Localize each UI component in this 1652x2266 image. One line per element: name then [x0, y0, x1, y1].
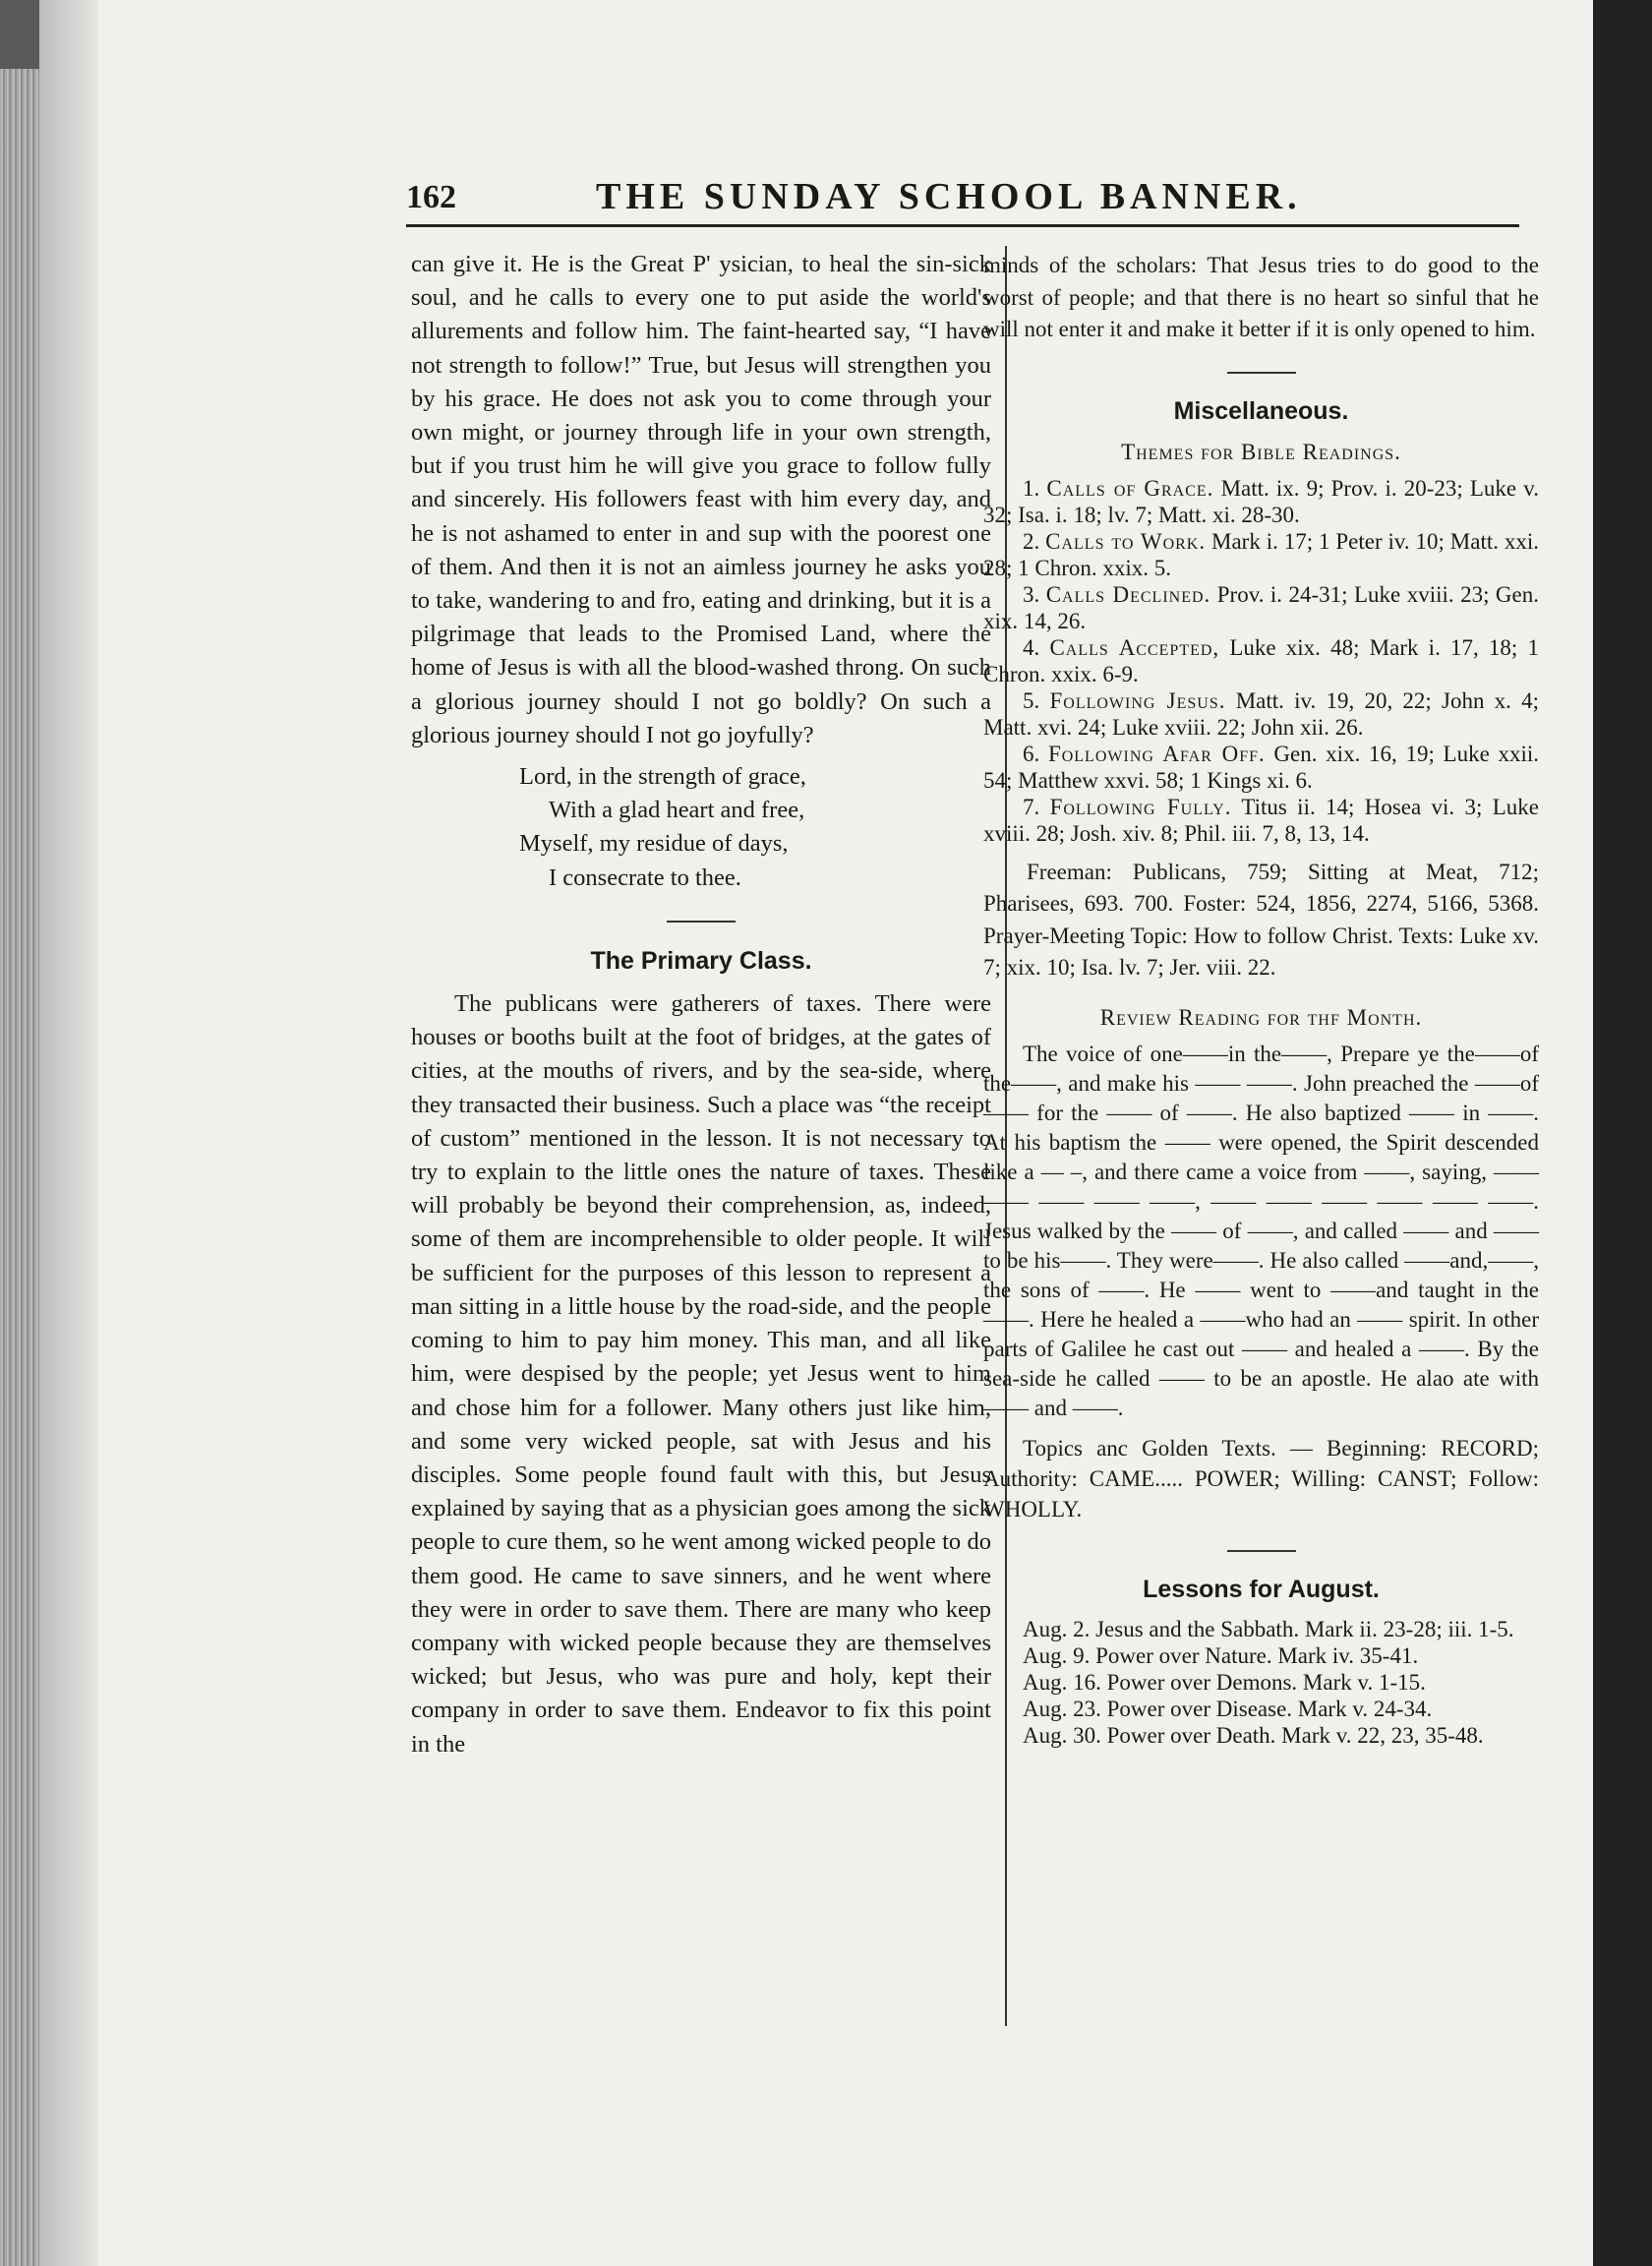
section-divider	[1227, 372, 1296, 374]
lesson-item: Aug. 23. Power over Disease. Mark v. 24-34.	[1023, 1696, 1433, 1721]
poem-line: Lord, in the strength of grace,	[519, 763, 806, 791]
page-header	[406, 173, 1519, 228]
theme-item: 1. Calls of Grace. Matt. ix. 9; Prov. i. 20-23; Luke v. 32; Isa. i. 18; lv. 7; Matt. xi. 28-30.	[983, 475, 1540, 527]
poem-line: I consecrate to thee.	[549, 864, 741, 891]
theme-item: 2. Calls to Work. Mark i. 17; 1 Peter iv. 10; Matt. xxi. 28; 1 Chron. xxix. 5.	[983, 528, 1540, 580]
lesson-item: Aug. 30. Power over Death. Mark v. 22, 23, 35-48.	[1023, 1722, 1484, 1748]
primary-class-text: The publicans were gatherers of taxes. There were houses or booths built at the foot of bridges, at the gates of cities, at the mouths of rivers, and by the sea-side, where they transacted their business. Such a place was “the receipt of custom” mentioned in the lesson. It is not necessary to try to explain to the little ones the nature of taxes. These will probably be beyond their comprehension, as, indeed, some of them are incomprehensible to older people. It will be sufficient for the purposes of this lesson to represent a man sitting in a little house by the road-side, and the people coming to him to pay him money. This man, and all like him, were despised by the people; yet Jesus went to him and chose him for a follower. Many others just like him, and some very wicked people, sat with Jesus and his disciples. Some people found fault with this, but Jesus explained by saying that as a physician goes among the sick people to cure them, so he went among wicked people to do them good. He came to save sinners, and he went where they were in order to save them. There are many who keep company with wicked people because they are themselves wicked; but Jesus, who was pure and holy, kept their company in order to save them. Endeavor to fix this point in the	[411, 990, 991, 1758]
section-divider	[667, 921, 736, 923]
lesson-item: Aug. 9. Power over Nature. Mark iv. 35-41.	[1023, 1642, 1419, 1668]
lesson-item: Aug. 2. Jesus and the Sabbath. Mark ii. 23-28; iii. 1-5.	[1023, 1616, 1514, 1641]
right-column	[983, 250, 1539, 1749]
continuation-text: minds of the scholars: That Jesus tries to do good to the worst of people; and that there is no heart so sinful that he will not enter it and make it better if it is only opened to him.	[983, 253, 1539, 341]
poem-line: Myself, my residue of days,	[519, 830, 789, 858]
miscellaneous-heading: Miscellaneous.	[1173, 396, 1349, 425]
paragraph-great-physician: can give it. He is the Great P' ysician, to heal the sin-sick soul, and he calls to every one to put aside the world's allurements and follow him. The faint-hearted say, “I have not strength to follow!” True, but Jesus will strengthen you by his grace. He does not ask you to come through your own might, or journey through life in your own strength, but if you trust him he will give you grace to follow fully and sincerely. His followers feast with him every day, and he is not ashamed to enter in and sup with the poorest one of them. And then it is not an aimless journey he asks you to take, wandering to and fro, eating and drinking, but it is a pilgrimage that leads to the Promised Land, where the home of Jesus is with all the blood-washed throng. On such a glorious journey should I not go boldly? On such a glorious journey should I not go joyfully?	[411, 251, 991, 748]
review-heading: Review Reading for thf Month.	[1099, 1004, 1423, 1030]
theme-item: 5. Following Jesus. Matt. iv. 19, 20, 22; John x. 4; Matt. xvi. 24; Luke xviii. 22; John xii. 26.	[983, 687, 1540, 740]
themes-heading: Themes for Bible Readings.	[1121, 440, 1401, 464]
theme-item: 3. Calls Declined. Prov. i. 24-31; Luke xviii. 23; Gen. xix. 14, 26.	[983, 581, 1539, 633]
poem	[411, 760, 991, 895]
review-text: The voice of one——in the——, Prepare ye the——of the——, and make his —— ——. John preached the ——of —— for the —— of ——. He also baptized —— in ——. At his baptism the —— were opened, the Spirit descended like a — –, and there came a voice from ——, saying, —— —— —— —— ——, —— —— —— —— —— ——. Jesus walked by the —— of ——, and called —— and —— to be his——. They were——. He also called ——and,——, the sons of ——. He —— went to ——and taught in the ——. Here he healed a ——who had an —— spirit. In other parts of Galilee he cast out —— and healed a ——. By the sea-side he called —— to be an apostle. He alao ate with —— and ——.	[983, 1042, 1539, 1420]
freeman-references: Freeman: Publicans, 759; Sitting at Meat, 712; Pharisees, 693. 700. Foster: 524, 1856, 2274, 5166, 5368. Prayer-Meeting Topic: How to follow Christ. Texts: Luke xv. 7; xix. 10; Isa. lv. 7; Jer. viii. 22.	[983, 859, 1539, 980]
lesson-item: Aug. 16. Power over Demons. Mark v. 1-15.	[1023, 1669, 1426, 1695]
topics-golden-texts: Topics anc Golden Texts. — Beginning: RECORD; Authority: CAME..... POWER; Willing: CANST; Follow: WHOLLY.	[983, 1436, 1539, 1521]
running-title: THE SUNDAY SCHOOL BANNER.	[596, 176, 1302, 217]
theme-item: 7. Following Fully. Titus ii. 14; Hosea vi. 3; Luke xviii. 28; Josh. xiv. 8; Phil. iii. 7, 8, 13, 14.	[983, 794, 1539, 846]
theme-item: 6. Following Afar Off. Gen. xix. 16, 19; Luke xxii. 54; Matthew xxvi. 58; 1 Kings xi. 6.	[983, 741, 1539, 793]
lessons-heading: Lessons for August.	[1143, 1576, 1380, 1603]
left-column	[411, 248, 991, 1761]
primary-class-heading: The Primary Class.	[590, 946, 812, 975]
page-number: 162	[406, 179, 456, 215]
themes-list	[983, 475, 1539, 847]
header-rule	[406, 224, 1519, 227]
section-divider	[1227, 1550, 1296, 1552]
scan-shadow	[1593, 0, 1652, 2266]
theme-item: 4. Calls Accepted, Luke xix. 48; Mark i. 17, 18; 1 Chron. xxix. 6-9.	[983, 634, 1540, 686]
poem-line: With a glad heart and free,	[549, 797, 805, 824]
